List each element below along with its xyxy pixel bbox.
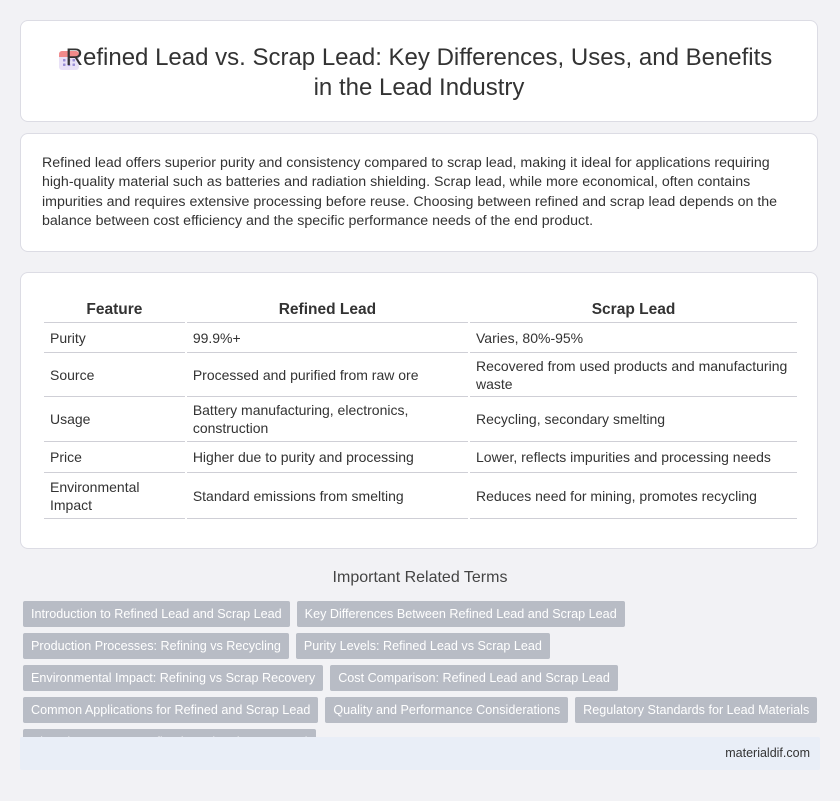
table-header-row	[44, 294, 797, 323]
table-cell: Environmental Impact	[44, 473, 185, 519]
related-term-chip[interactable]: Cost Comparison: Refined Lead and Scrap Lead	[330, 665, 618, 691]
table-cell: Recycling, secondary smelting	[470, 397, 797, 442]
related-term-chip[interactable]: Common Applications for Refined and Scrap Lead	[23, 697, 318, 723]
table-row	[44, 442, 797, 473]
table-cell: Lower, reflects impurities and processing needs	[470, 442, 797, 473]
related-terms-title: Important Related Terms	[332, 569, 508, 586]
table-cell: Price	[44, 442, 185, 473]
table-row	[44, 397, 797, 442]
intro-paragraph: Refined lead offers superior purity and consistency compared to scrap lead, making it ideal for applications requiring high-quality material such as batteries and radiation shielding. Scrap lead, while more economical, often contains impurities and requires extensive processing before reuse. Choosing between refined and scrap lead depends on the balance between cost efficiency and the specific performance needs of the end product.	[42, 155, 778, 230]
footer	[20, 737, 820, 770]
table-cell: Battery manufacturing, electronics, construction	[187, 397, 468, 442]
related-term-chip[interactable]: Production Processes: Refining vs Recycling	[23, 633, 289, 659]
header-feature: Feature	[44, 294, 185, 323]
table-cell: Processed and purified from raw ore	[187, 353, 468, 397]
table-cell: Varies, 80%-95%	[470, 323, 797, 353]
table-cell: Standard emissions from smelting	[187, 473, 468, 519]
table-cell: 99.9%+	[187, 323, 468, 353]
related-term-chip[interactable]: Quality and Performance Considerations	[325, 697, 568, 723]
table-row	[44, 353, 797, 397]
page-title-line1: Refined Lead vs. Scrap Lead: Key Differences, Uses, and Benefits	[65, 44, 773, 71]
intro-card	[20, 133, 818, 252]
comparison-table	[42, 294, 799, 519]
page-title-line2: in the Lead Industry	[313, 74, 525, 101]
related-term-chip[interactable]: Introduction to Refined Lead and Scrap Lead	[23, 601, 290, 627]
footer-site-link[interactable]: materialdif.com	[725, 746, 810, 760]
table-row	[44, 323, 797, 353]
header-scrap-lead: Scrap Lead	[470, 294, 797, 323]
comparison-card	[20, 272, 818, 549]
table-cell: Recovered from used products and manufacturing waste	[470, 353, 797, 397]
related-term-chip[interactable]: Key Differences Between Refined Lead and Scrap Lead	[297, 601, 625, 627]
table-row	[44, 473, 797, 519]
related-term-chip[interactable]: Purity Levels: Refined Lead vs Scrap Lead	[296, 633, 550, 659]
related-term-chip[interactable]: Regulatory Standards for Lead Materials	[575, 697, 817, 723]
header-card	[20, 20, 818, 122]
header-refined-lead: Refined Lead	[187, 294, 468, 323]
table-cell: Reduces need for mining, promotes recycling	[470, 473, 797, 519]
related-terms-list	[23, 601, 823, 755]
table-cell: Usage	[44, 397, 185, 442]
table-cell: Source	[44, 353, 185, 397]
table-cell: Purity	[44, 323, 185, 353]
table-cell: Higher due to purity and processing	[187, 442, 468, 473]
page-title	[21, 43, 817, 103]
related-term-chip[interactable]: Environmental Impact: Refining vs Scrap Recovery	[23, 665, 323, 691]
